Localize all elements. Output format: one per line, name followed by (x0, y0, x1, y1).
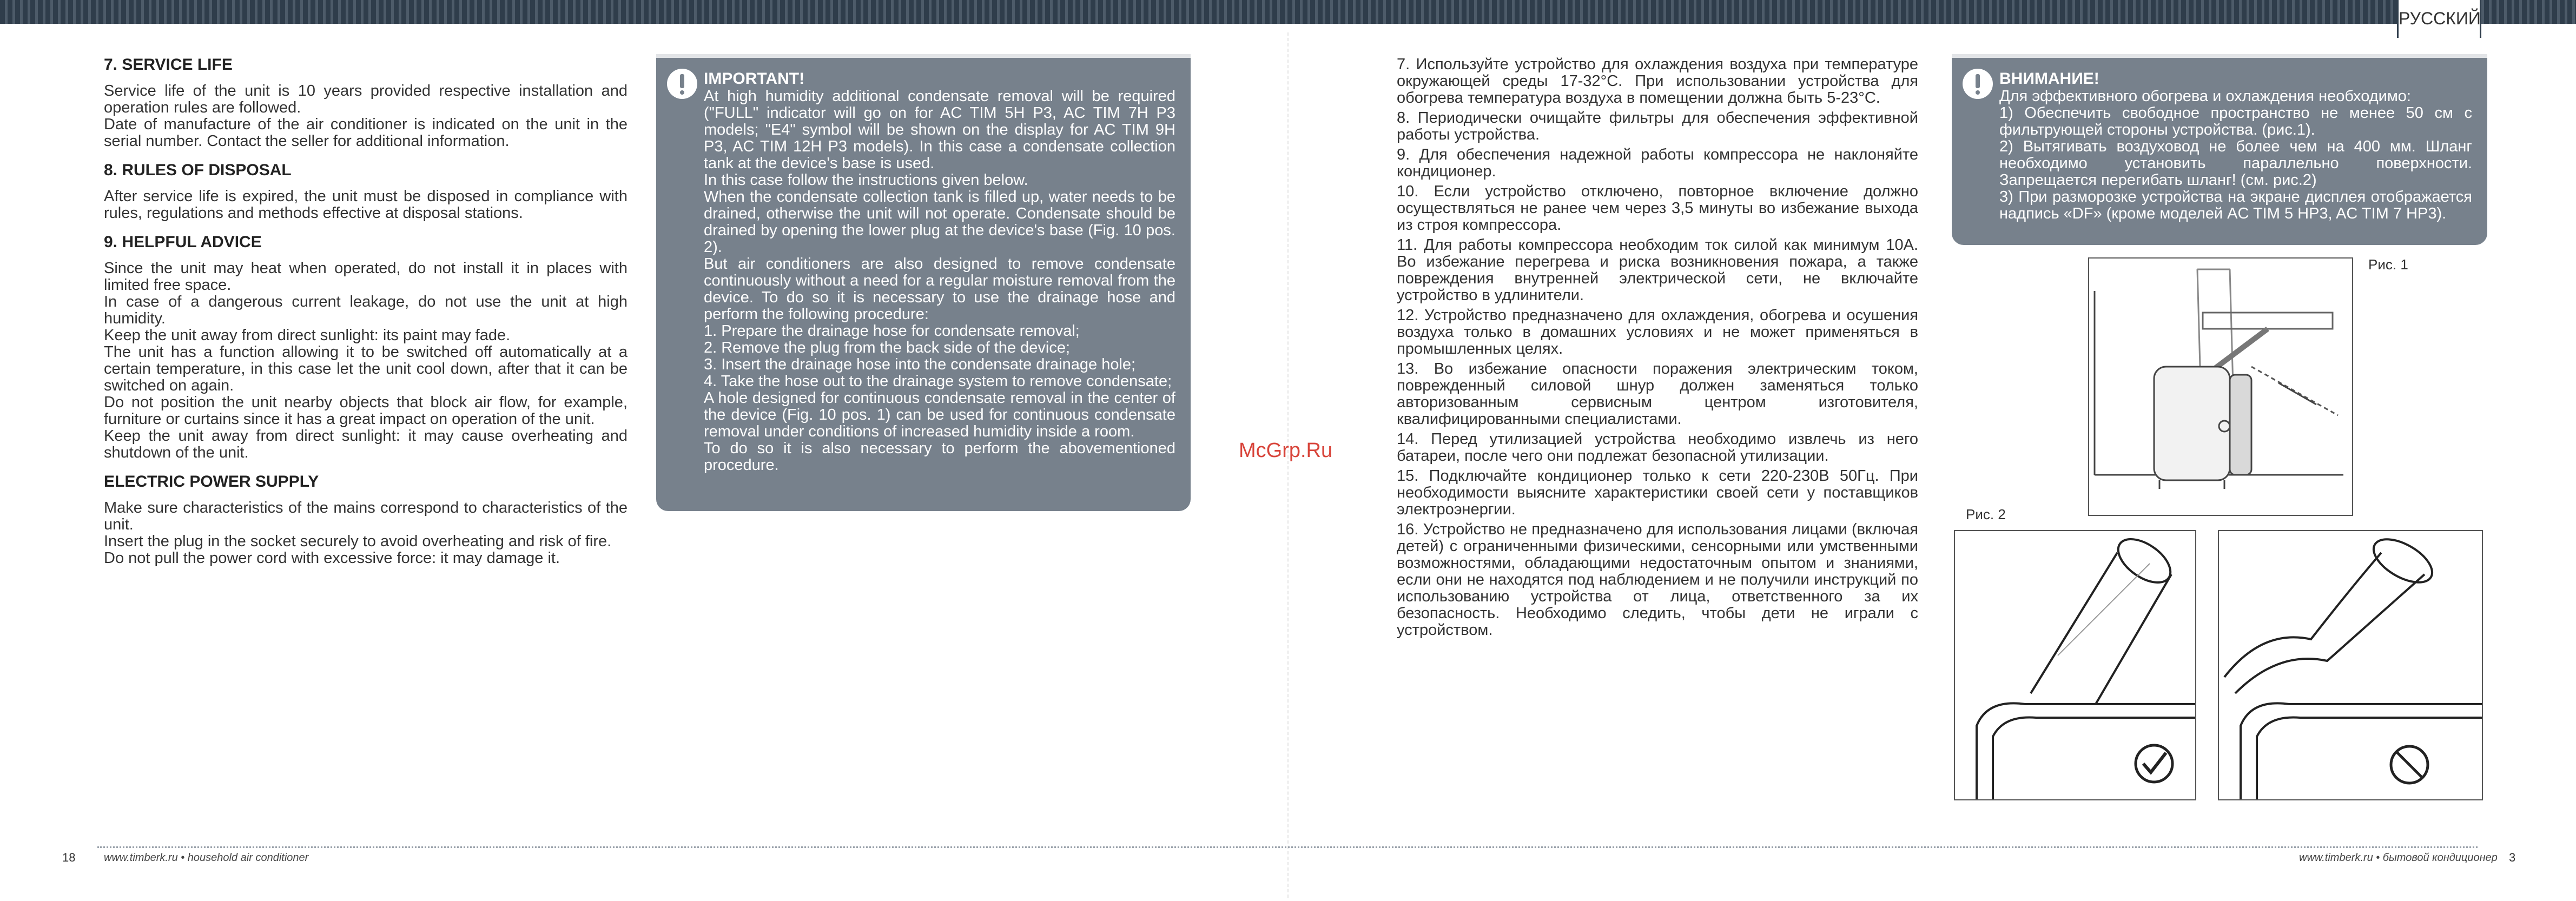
notice-paragraph: When the condensate collection tank is filled up, water needs to be drained, otherwise the unit will not operate. Condensate should be drained by opening the lower plug at the device's base (Fig. 10 pos. 2). (704, 188, 1175, 256)
paragraph: Keep the unit away from direct sunlight: its paint may fade. (104, 327, 511, 344)
numbered-item: 11. Для работы компрессора необходим ток силой как минимум 10А. Во избежание перегрева и риска возникновения пожара, а также повреждения внутренней электрической сети, не включайте устройство в удлинители. (1397, 236, 1918, 304)
paragraph: Do not position the unit nearby objects that block air flow, for example, furniture or curtains since it has a great impact on operation of the unit. (104, 394, 628, 428)
notice-paragraph: But air conditioners are also designed to remove condensate continuously without a need for a regular moisture removal from the device. To do so it is necessary to use the drainage hose and perform the following procedure: (704, 255, 1175, 323)
paragraph: Insert the plug in the socket securely to avoid overheating and risk of fire. (104, 533, 612, 550)
section-rules-of-disposal (104, 162, 628, 222)
exclamation-icon (667, 69, 697, 99)
notice-paragraph: In this case follow the instructions given below. (704, 171, 1028, 189)
paragraph: Do not pull the power cord with excessive force: it may damage it. (104, 549, 560, 567)
wrong-hose-drawing (2219, 531, 2482, 799)
numbered-item: 14. Перед утилизацией устройства необходимо извлечь из него батареи, после чего они подлежат безопасной утилизации. (1397, 430, 1918, 465)
important-notice-box (656, 54, 1191, 511)
check-icon (2136, 745, 2172, 782)
figure-2-label: Рис. 2 (1966, 506, 2006, 522)
right-page-number: 3 (2509, 851, 2516, 864)
paragraph: Since the unit may heat when operated, do not install it in places with limited free space. (104, 260, 628, 294)
notice-paragraph: Для эффективного обогрева и охлаждения необходимо: (1999, 88, 2411, 105)
watermark: McGrp.Ru (1239, 439, 1333, 462)
right-text-column (1397, 56, 1918, 642)
numbered-item: 10. Если устройство отключено, повторное включение должно осуществляться не ранее чем через 3,5 минуты во избежание выхода из строя компрессора. (1397, 183, 1918, 234)
figure-2-correct-hose (1954, 530, 2196, 800)
numbered-item: 16. Устройство не предназначено для использования лицами (включая детей) с ограниченными физическими, сенсорными или умственными возможностями, обладающими недостаточным опытом и знаниями, если они не находятся под наблюдением и не получили инструкций по использованию устройства от лица, ответственного за их безопасность. Необходимо следить, чтобы дети не играли с устройством. (1397, 521, 1918, 639)
numbered-item: 13. Во избежание опасности поражения электрическим током, поврежденный силовой шнур должен заменяться только авторизованным сервисным центром изготовителя, квалифицированными специалистами. (1397, 360, 1918, 428)
paragraph: Date of manufacture of the air conditioner is indicated on the unit in the serial number. Contact the seller for additional information. (104, 116, 628, 150)
right-footer-url: www.timberk.ru • бытовой кондиционер (2299, 852, 2498, 864)
language-tab (2397, 0, 2481, 38)
numbered-item: 7. Используйте устройство для охлаждения воздуха при температуре окружающей среды 17-32°С. При использовании устройства для обогрева температура воздуха в помещении должна быть 5-23°С. (1397, 56, 1918, 107)
figure-2-wrong-hose (2218, 530, 2483, 800)
figure-1-label: Рис. 1 (2368, 256, 2408, 273)
section-electric-power-supply (104, 473, 628, 567)
notice-list-item: 2. Remove the plug from the back side of the device; (704, 339, 1071, 356)
numbered-item: 15. Подключайте кондиционер только к сети 220-230В 50Гц. При необходимости выясните характеристики своей сети у поставщиков электроэнергии. (1397, 467, 1918, 518)
paragraph: After service life is expired, the unit must be disposed in compliance with rules, regulations and methods effective at disposal stations. (104, 188, 628, 222)
section-helpful-advice (104, 234, 628, 461)
notice-paragraph: 2) Вытягивать воздуховод не более чем на 400 мм. Шланг необходимо установить параллельно поверхности. Запрещается перегибать шланг! (см. рис.2) (1999, 138, 2472, 189)
numbered-item: 12. Устройство предназначено для охлаждения, обогрева и осушения воздуха только в домашних условиях и не может применяться в промышленных целях. (1397, 307, 1918, 357)
notice-text (704, 88, 1175, 474)
prohibited-icon (2391, 746, 2428, 783)
air-conditioner-clearance-drawing (2089, 259, 2352, 515)
notice-paragraph: To do so it is also necessary to perform the abovementioned procedure. (704, 440, 1175, 474)
page-fold-line (1287, 32, 1289, 898)
left-text-column (104, 56, 628, 579)
notice-paragraph: At high humidity additional condensate removal will be required ("FULL" indicator will go on for AC TIM 5H P3, AC TIM 7H P3 models; "E4" symbol will be shown on the display for AC TIM 9H P3, AC TIM 12H P3 models). In this case a condensate collection tank at the device's base is used. (704, 88, 1175, 172)
paragraph: Service life of the unit is 10 years provided respective installation and operation rules are followed. (104, 82, 628, 116)
language-label: РУССКИЙ (2399, 9, 2481, 28)
notice-paragraph: A hole designed for continuous condensate removal in the center of the device (Fig. 10 pos. 1) can be used for continuous condensate removal under conditions of increased humidity inside a room. (704, 389, 1175, 440)
notice-title: ВНИМАНИЕ! (1999, 70, 2099, 88)
left-footer-url: www.timberk.ru • household air conditioner (104, 852, 309, 864)
paragraph: The unit has a function allowing it to be switched off automatically at a certain temperature, in this case let the unit cool down, after that it can be switched on again. (104, 343, 628, 394)
warning-notice-box (1952, 54, 2487, 245)
notice-paragraph: 1) Обеспечить свободное пространство не менее 50 см с фильтрующей стороны устройства. (рис.1). (1999, 104, 2472, 138)
paragraph: Make sure characteristics of the mains correspond to characteristics of the unit. (104, 499, 628, 533)
figure-1-illustration (2088, 257, 2353, 516)
section-title: 9. HELPFUL ADVICE (104, 233, 262, 251)
paragraph: In case of a dangerous current leakage, do not use the unit at high humidity. (104, 293, 628, 327)
notice-list-item: 4. Take the hose out to the drainage system to remove condensate; (704, 373, 1172, 390)
numbered-item: 9. Для обеспечения надежной работы компрессора не наклоняйте кондиционер. (1397, 146, 1918, 180)
exclamation-icon (1963, 69, 1993, 99)
left-page-number: 18 (62, 851, 76, 864)
notice-list-item: 3. Insert the drainage hose into the condensate drainage hole; (704, 356, 1136, 373)
notice-paragraph: 3) При разморозке устройства на экране дисплея отображается надпись «DF» (кроме моделей AC TIM 5 HP3, AC TIM 7 HP3). (1999, 188, 2472, 222)
section-title: 7. SERVICE LIFE (104, 56, 233, 74)
section-title: 8. RULES OF DISPOSAL (104, 161, 292, 179)
section-service-life (104, 56, 628, 150)
paragraph: Keep the unit away from direct sunlight: it may cause overheating and shutdown of the unit. (104, 427, 628, 461)
notice-list-item: 1. Prepare the drainage hose for condensate removal; (704, 322, 1080, 340)
footer-dotted-line (97, 846, 2478, 848)
top-stripe-bar (0, 0, 2576, 24)
section-title: ELECTRIC POWER SUPPLY (104, 473, 319, 491)
notice-title: IMPORTANT! (704, 70, 805, 88)
numbered-item: 8. Периодически очищайте фильтры для обеспечения эффективной работы устройства. (1397, 109, 1918, 143)
notice-text (1999, 88, 2472, 222)
correct-hose-drawing (1955, 531, 2195, 799)
